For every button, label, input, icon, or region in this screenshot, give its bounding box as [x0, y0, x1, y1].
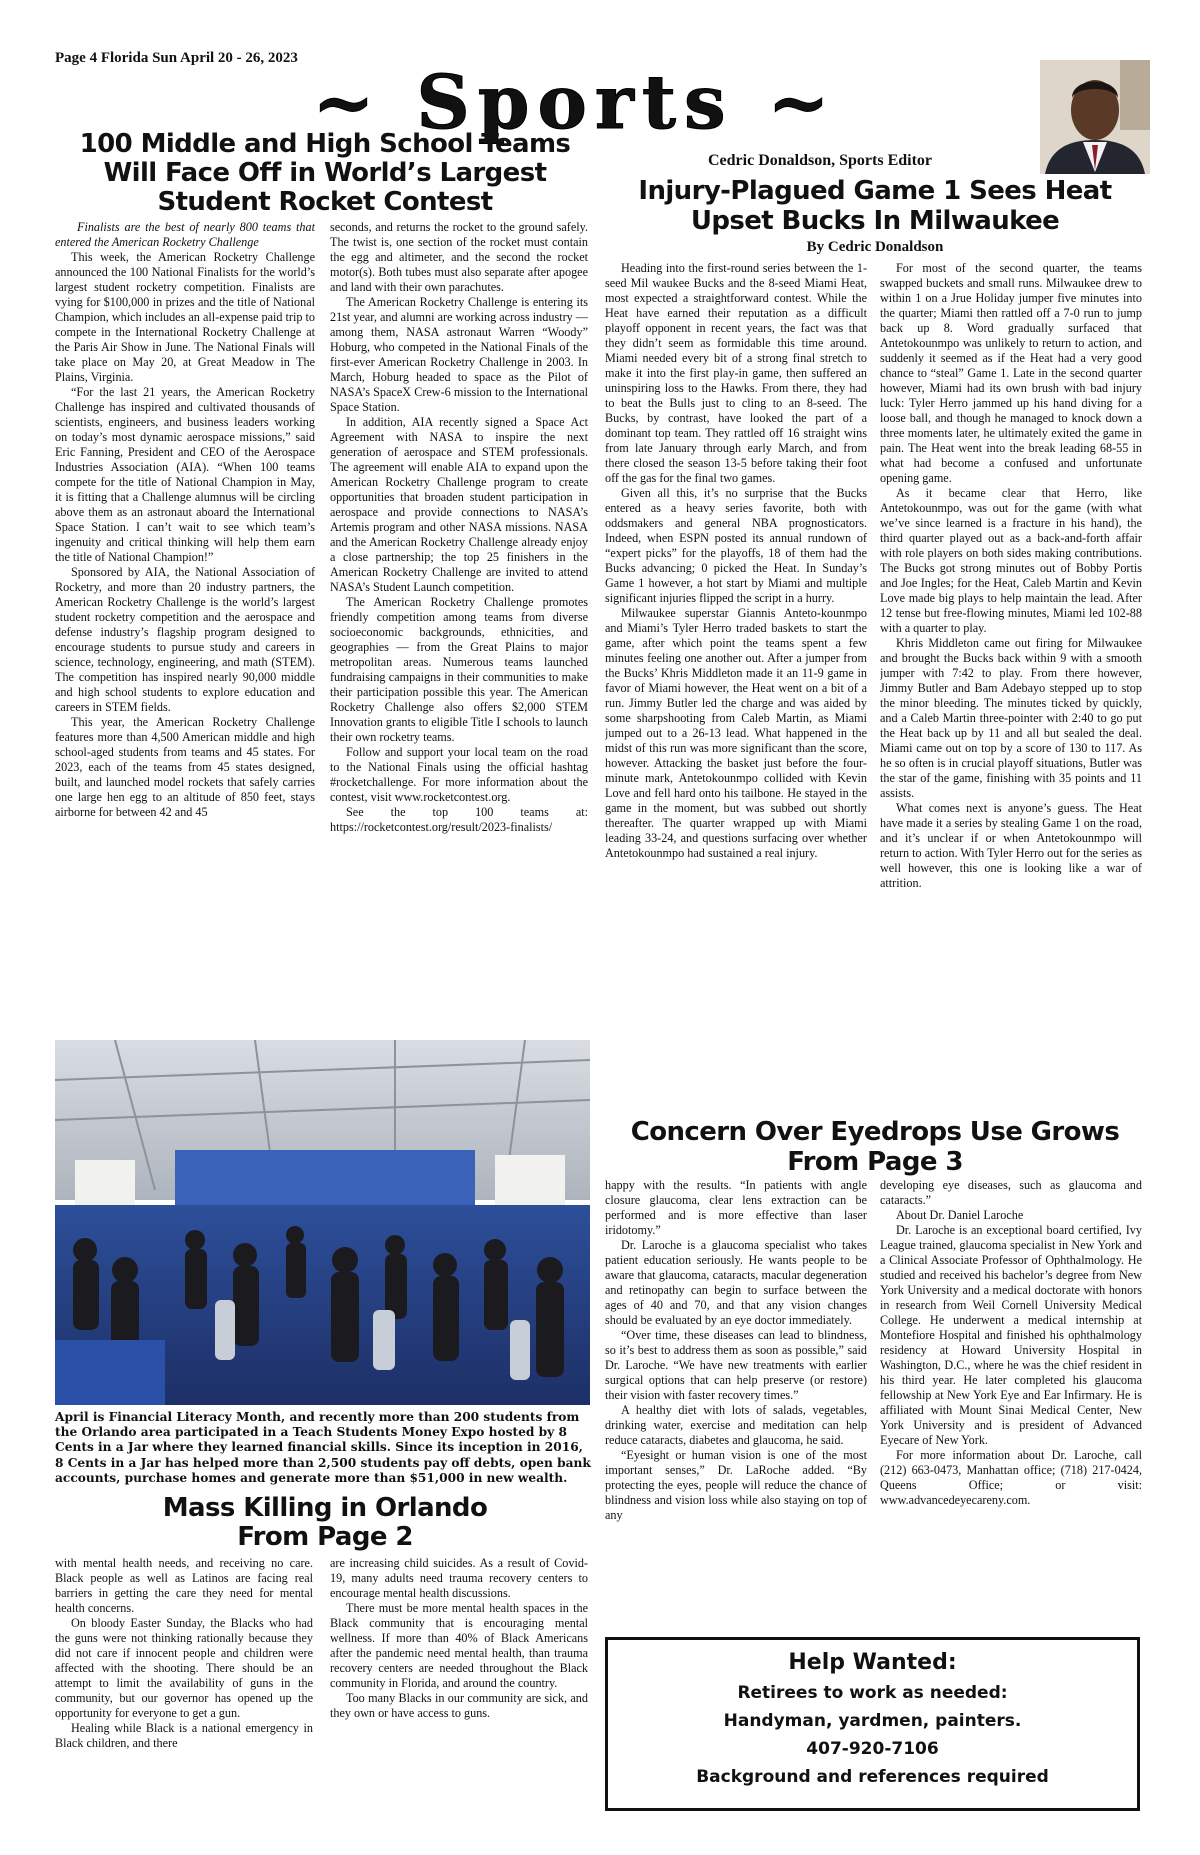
- paragraph: Heading into the first-round series between the 1-seed Mil waukee Bucks and the 8-seed Miami Heat, most expected a straightforward contest. While the Heat have earned their reputation as a difficult playoff opponent in recent years, the fact was that they didn’t seem as formidable this time around. Miami needed every bit of a strong final stretch to make it into the first play-in game, then suffered an uninspiring loss to the Hawks. From there, they had to beat the Bulls just to cling to an 8-seed. The Bucks, by contrast, have looked the part of a dominant top team. They rattled off 16 straight wins from late January through early March, and from there closed the season 13-5 before taking their foot off the gas for the final two games.: [605, 261, 867, 485]
- heat-column-2: [880, 261, 1142, 1111]
- article-deck: Finalists are the best of nearly 800 teams that entered the American Rocketry Challenge: [55, 220, 315, 249]
- paragraph: On bloody Easter Sunday, the Blacks who had the guns were not thinking rationally because they did not care if innocent people and children were affected with the shooting. There should be an attempt to limit the availability of guns in the community, but our governor has opened up the opportunity for everyone to get a gun.: [55, 1616, 313, 1720]
- paragraph: “Over time, these diseases can lead to blindness, so it’s best to address them as soon as possible,” said Dr. Laroche. “We have new treatments with earlier surgical options that can help preserve (or restore) their vision with faster recovery times.”: [605, 1328, 867, 1402]
- editor-credit: Cedric Donaldson, Sports Editor: [707, 152, 933, 169]
- paragraph: As it became clear that Herro, like Antetokounmpo, was out for the game (with what we’ve since learned is a fracture in his hand), the third quarter played out as a back-and-forth affair with role players on both sides making contributions. The Bucks got strong minutes out of Bobby Portis and Joe Ingles; for the Heat, Caleb Martin and Kevin Love made big plays to help maintain the lead. After 12 tense but free-flowing minutes, Miami led 102-88 with a quarter to play.: [880, 486, 1142, 635]
- eyedrops-column-2: [880, 1178, 1142, 1628]
- paragraph: happy with the results. “In patients with angle closure glaucoma, clear lens extraction can be performed and is more effective than laser iridotomy.”: [605, 1178, 867, 1237]
- headline-line: Concern Over Eyedrops Use Grows: [630, 1117, 1120, 1147]
- help-wanted-phone: 407-920-7106: [806, 1739, 939, 1759]
- expo-photo: [55, 1040, 590, 1405]
- subhead: About Dr. Daniel Laroche: [896, 1208, 1024, 1222]
- paragraph: This week, the American Rocketry Challenge announced the 100 National Finalists for the world’s largest student rocketry competition. Finalists are vying for $100,000 in prizes and the title of National Champion, which includes an all-expense paid trip to compete in the International Rocketry Challenge at the Paris Air Show in June. The National Finals will take place on May 20, at Great Meadow in The Plains, Virginia.: [55, 250, 315, 384]
- rocket-headline: [55, 130, 595, 217]
- orlando-headline: [55, 1494, 595, 1552]
- rocket-column-1: [55, 220, 315, 1035]
- paragraph: Follow and support your local team on the road to the National Finals using the official hashtag #rocketchallenge. For more information about the contest, visit www.rocketcontest.org.: [330, 745, 588, 804]
- paragraph: Khris Middleton came out firing for Milwaukee and brought the Bucks back within 9 with a smooth jumper with 7:42 to play. From there however, Jimmy Butler and Bam Adebayo stepped up to stop the minor bleeding. The minutes ticked by quickly, and a Caleb Martin three-pointer with 2:40 to go put the Heat back up by 11 and all but sealed the deal. Miami came out on top by a score of 130 to 117. As he so often is in crucial playoff situations, Butler was the star of the game, finishing with 35 points and 11 assists.: [880, 636, 1142, 800]
- paragraph: The American Rocketry Challenge is entering its 21st year, and alumni are working across industry — among them, NASA astronaut Warren “Woody” Hoburg, who competed in the National Finals of the first-ever American Rocketry Challenge in 2003. In March, Hoburg headed to space as the Pilot of NASA’s SpaceX Crew-6 mission to the International Space Station.: [330, 295, 588, 414]
- paragraph: For most of the second quarter, the teams swapped buckets and small runs. Milwaukee drew to within 1 on a Jrue Holiday jumper five minutes into the quarter; Miami then rattled off a 7-0 run to jump back up 8. Word gradually surfaced that Antetokounmpo was unlikely to return to action, and suddenly it seemed as if the Heat had a very good chance to “steal” Game 1. Late in the second quarter however, Miami had its own brush with bad injury luck: Tyler Herro jammed up his hand diving for a loose ball, and though he managed to knock down a three moments later, he ultimately exited the game in pain. The Heat went into the break leading 68-55 in what had become a confused and unfortunate opening game.: [880, 261, 1142, 485]
- paragraph: What comes next is anyone’s guess. The Heat have made it a series by stealing Game 1 on the road, and it’s unclear if or when Antetokounmpo will return to action. With Tyler Herro out for the series as well however, this one is looking like a war of attrition.: [880, 801, 1142, 890]
- help-wanted-line: Retirees to work as needed:: [737, 1683, 1008, 1703]
- page-folio: Page 4 Florida Sun April 20 - 26, 2023: [55, 50, 298, 66]
- paragraph: Dr. Laroche is a glaucoma specialist who takes patient education seriously. He wants people to be aware that glaucoma, cataracts, macular degeneration and retinopathy can begin to surface between the ages of 40 and 70, and that any vision changes should be evaluated by an eye doctor immediately.: [605, 1238, 867, 1327]
- eyedrops-column-1: [605, 1178, 867, 1628]
- headline-line: From Page 3: [787, 1147, 963, 1177]
- paragraph: Dr. Laroche is an exceptional board certified, Ivy League trained, glaucoma specialist in New York and a Clinical Associate Professor of Ophthalmology. He studied and received his bachelor’s degree from New York University and a medical doctorate with honors in research from Weil Cornell University Medical College. He underwent a medical internship at Montefiore Hospital and finished his ophthalmology residency at Howard University Hospital in Washington, D.C., where he was the chief resident in his third year. He later completed his glaucoma fellowship at New York Eye and Ear Infirmary. He is affiliated with Mount Sinai Medical Center, New York University and is president of Advanced Eyecare of New York.: [880, 1223, 1142, 1447]
- heat-byline: By Cedric Donaldson: [806, 239, 944, 255]
- paragraph: In addition, AIA recently signed a Space Act Agreement with NASA to inspire the next generation of aerospace and STEM professionals. The agreement will enable AIA to expand upon the American Rocketry Challenge program to create opportunities that broaden student participation in aerospace and provide connections to NASA’s Artemis program and other NASA missions. NASA and the American Rocketry Challenge already enjoy a close partnership; the top 25 finishers in the American Rocketry Challenge are invited to attend NASA’s Student Launch competition.: [330, 415, 588, 594]
- help-wanted-title: Help Wanted:: [788, 1650, 957, 1675]
- paragraph: Healing while Black is a national emergency in Black children, and there: [55, 1721, 313, 1750]
- paragraph: For more information about Dr. Laroche, call (212) 663-0473, Manhattan office; (718) 217-0424, Queens Office; or visit: www.advancedeyecareny.com.: [880, 1448, 1142, 1507]
- paragraph: A healthy diet with lots of salads, vegetables, drinking water, exercise and meditation can help reduce cataracts, diabetes and glaucoma, he said.: [605, 1403, 867, 1447]
- paragraph: with mental health needs, and receiving no care. Black people as well as Latinos are facing real barriers in getting the care they need for mental health concerns.: [55, 1556, 313, 1615]
- paragraph: “For the last 21 years, the American Rocketry Challenge has inspired and cultivated thousands of scientists, engineers, and business leaders working on today’s most dynamic aerospace missions,” said Eric Fanning, President and CEO of the Aerospace Industries Association (AIA). “When 100 teams compete for the title of National Champion in May, it is fitting that a Challenge alumnus will be circling above them as an astronaut aboard the International Space Station. I can’t wait to see which team’s ingenuity and critical thinking will help them earn the title of National Champion!”: [55, 385, 315, 564]
- headline-line: Will Face Off in World’s Largest: [103, 158, 547, 188]
- editor-photo: [1040, 60, 1150, 174]
- rocket-column-2: [330, 220, 588, 1035]
- paragraph: developing eye diseases, such as glaucoma and cataracts.”: [880, 1178, 1142, 1207]
- orlando-column-2: [330, 1556, 588, 1810]
- help-wanted-ad: [605, 1637, 1140, 1811]
- paragraph: See the top 100 teams at: https://rocketcontest.org/result/2023-finalists/: [330, 805, 588, 834]
- eyedrops-headline: [605, 1117, 1145, 1177]
- help-wanted-line: Handyman, yardmen, painters.: [723, 1711, 1022, 1731]
- paragraph: Milwaukee superstar Giannis Anteto-kounmpo and Miami’s Tyler Herro traded baskets to start the game, after which point the teams spent a few minutes feeling one another out. After a jumper from the Bucks’ Khris Middleton made it an 11-9 game in favor of Miami however, the Heat went on a bit of a run. Jimmy Butler led the charge and was aided by some sharpshooting from Caleb Martin, as Miami jumped out to a 26-13 lead. What happened in the midst of this run was more significant than the score, however. Attacking the basket just before the four-minute mark, Antetokounmpo collided with Kevin Love and fell hard onto his tailbone. He stayed in the game in the moment, but was subbed out shortly thereafter. The quarter wrapped up with Miami leading 33-24, and questions surfacing over whether Antetokounmpo had sustained a real injury.: [605, 606, 867, 860]
- heat-column-1: [605, 261, 867, 1111]
- headline-line: From Page 2: [237, 1522, 413, 1552]
- paragraph: This year, the American Rocketry Challenge features more than 4,500 American middle and high school-aged students from teams and 45 states. For 2023, each of the teams from 45 states designed, built, and launched model rockets that safely carries one large hen egg to an altitude of 850 feet, stays airborne for between 42 and 45: [55, 715, 315, 819]
- paragraph: “Eyesight or human vision is one of the most important senses,” Dr. LaRoche added. “By protecting the eyes, people will reduce the chance of blindness and vision loss while also staying on top of any: [605, 1448, 867, 1522]
- section-banner: ~ Sports ~: [312, 60, 838, 146]
- paragraph: Given all this, it’s no surprise that the Bucks entered as a heavy series favorite, both with oddsmakers and general NBA prognosticators. Indeed, when ESPN posted its annual rundown of “expert picks” for the playoffs, 18 of them had the Bucks advancing; 0 picked the Heat. In Sunday’s Game 1 however, a hot start by Miami and multiple significant injuries flipped the script in a hurry.: [605, 486, 867, 605]
- paragraph: are increasing child suicides. As a result of Covid-19, many adults need trauma recovery centers to encourage mental health discussions.: [330, 1556, 588, 1600]
- paragraph: There must be more mental health spaces in the Black community that is encouraging mental wellness. If more than 40% of Black Americans after the pandemic need mental health, than trauma recovery centers are needed throughout the Black community in Florida, and around the country.: [330, 1601, 588, 1690]
- paragraph: Sponsored by AIA, the National Association of Rocketry, and more than 20 industry partners, the American Rocketry Challenge is the world’s largest student rocketry competition and the aerospace and defense industry’s flagship program designed to encourage students to pursue study and careers in science, technology, engineering, and math (STEM). The competition has inspired nearly 90,000 middle and high school students to explore education and careers in STEM fields.: [55, 565, 315, 714]
- paragraph: The American Rocketry Challenge promotes friendly competition among teams from diverse socioeconomic backgrounds, ethnicities, and geographies — from the Great Plains to major metropolitan areas. Numerous teams launched fundraising campaigns in their communities to make their participation possible this year. The American Rocketry Challenge also offers $2,000 STEM Innovation grants to eligible Title I schools to launch their own rocketry teams.: [330, 595, 588, 744]
- headline-line: Injury-Plagued Game 1 Sees Heat: [638, 176, 1112, 206]
- heat-headline: [605, 176, 1145, 236]
- headline-line: 100 Middle and High School Teams: [79, 129, 571, 159]
- orlando-column-1: [55, 1556, 313, 1810]
- photo-caption: April is Financial Literacy Month, and recently more than 200 students from the Orlando area participated in a Teach Students Money Expo hosted by 8 Cents in a Jar where they learned financial skills. Since its inception in 2016, 8 Cents in a Jar has helped more than 2,500 students pay off debts, open bank accounts, purchase homes and generate more than $51,000 in new wealth.: [55, 1410, 591, 1485]
- headline-line: Mass Killing in Orlando: [162, 1493, 488, 1523]
- help-wanted-line: Background and references required: [696, 1767, 1049, 1787]
- paragraph: seconds, and returns the rocket to the ground safely. The twist is, one section of the rocket must contain the egg and altimeter, and the second the rocket motor(s). Both tubes must also separate after apogee and land with their own parachutes.: [330, 220, 588, 294]
- headline-line: Upset Bucks In Milwaukee: [690, 206, 1060, 236]
- paragraph: Too many Blacks in our community are sick, and they own or have access to guns.: [330, 1691, 588, 1720]
- headline-line: Student Rocket Contest: [157, 187, 493, 217]
